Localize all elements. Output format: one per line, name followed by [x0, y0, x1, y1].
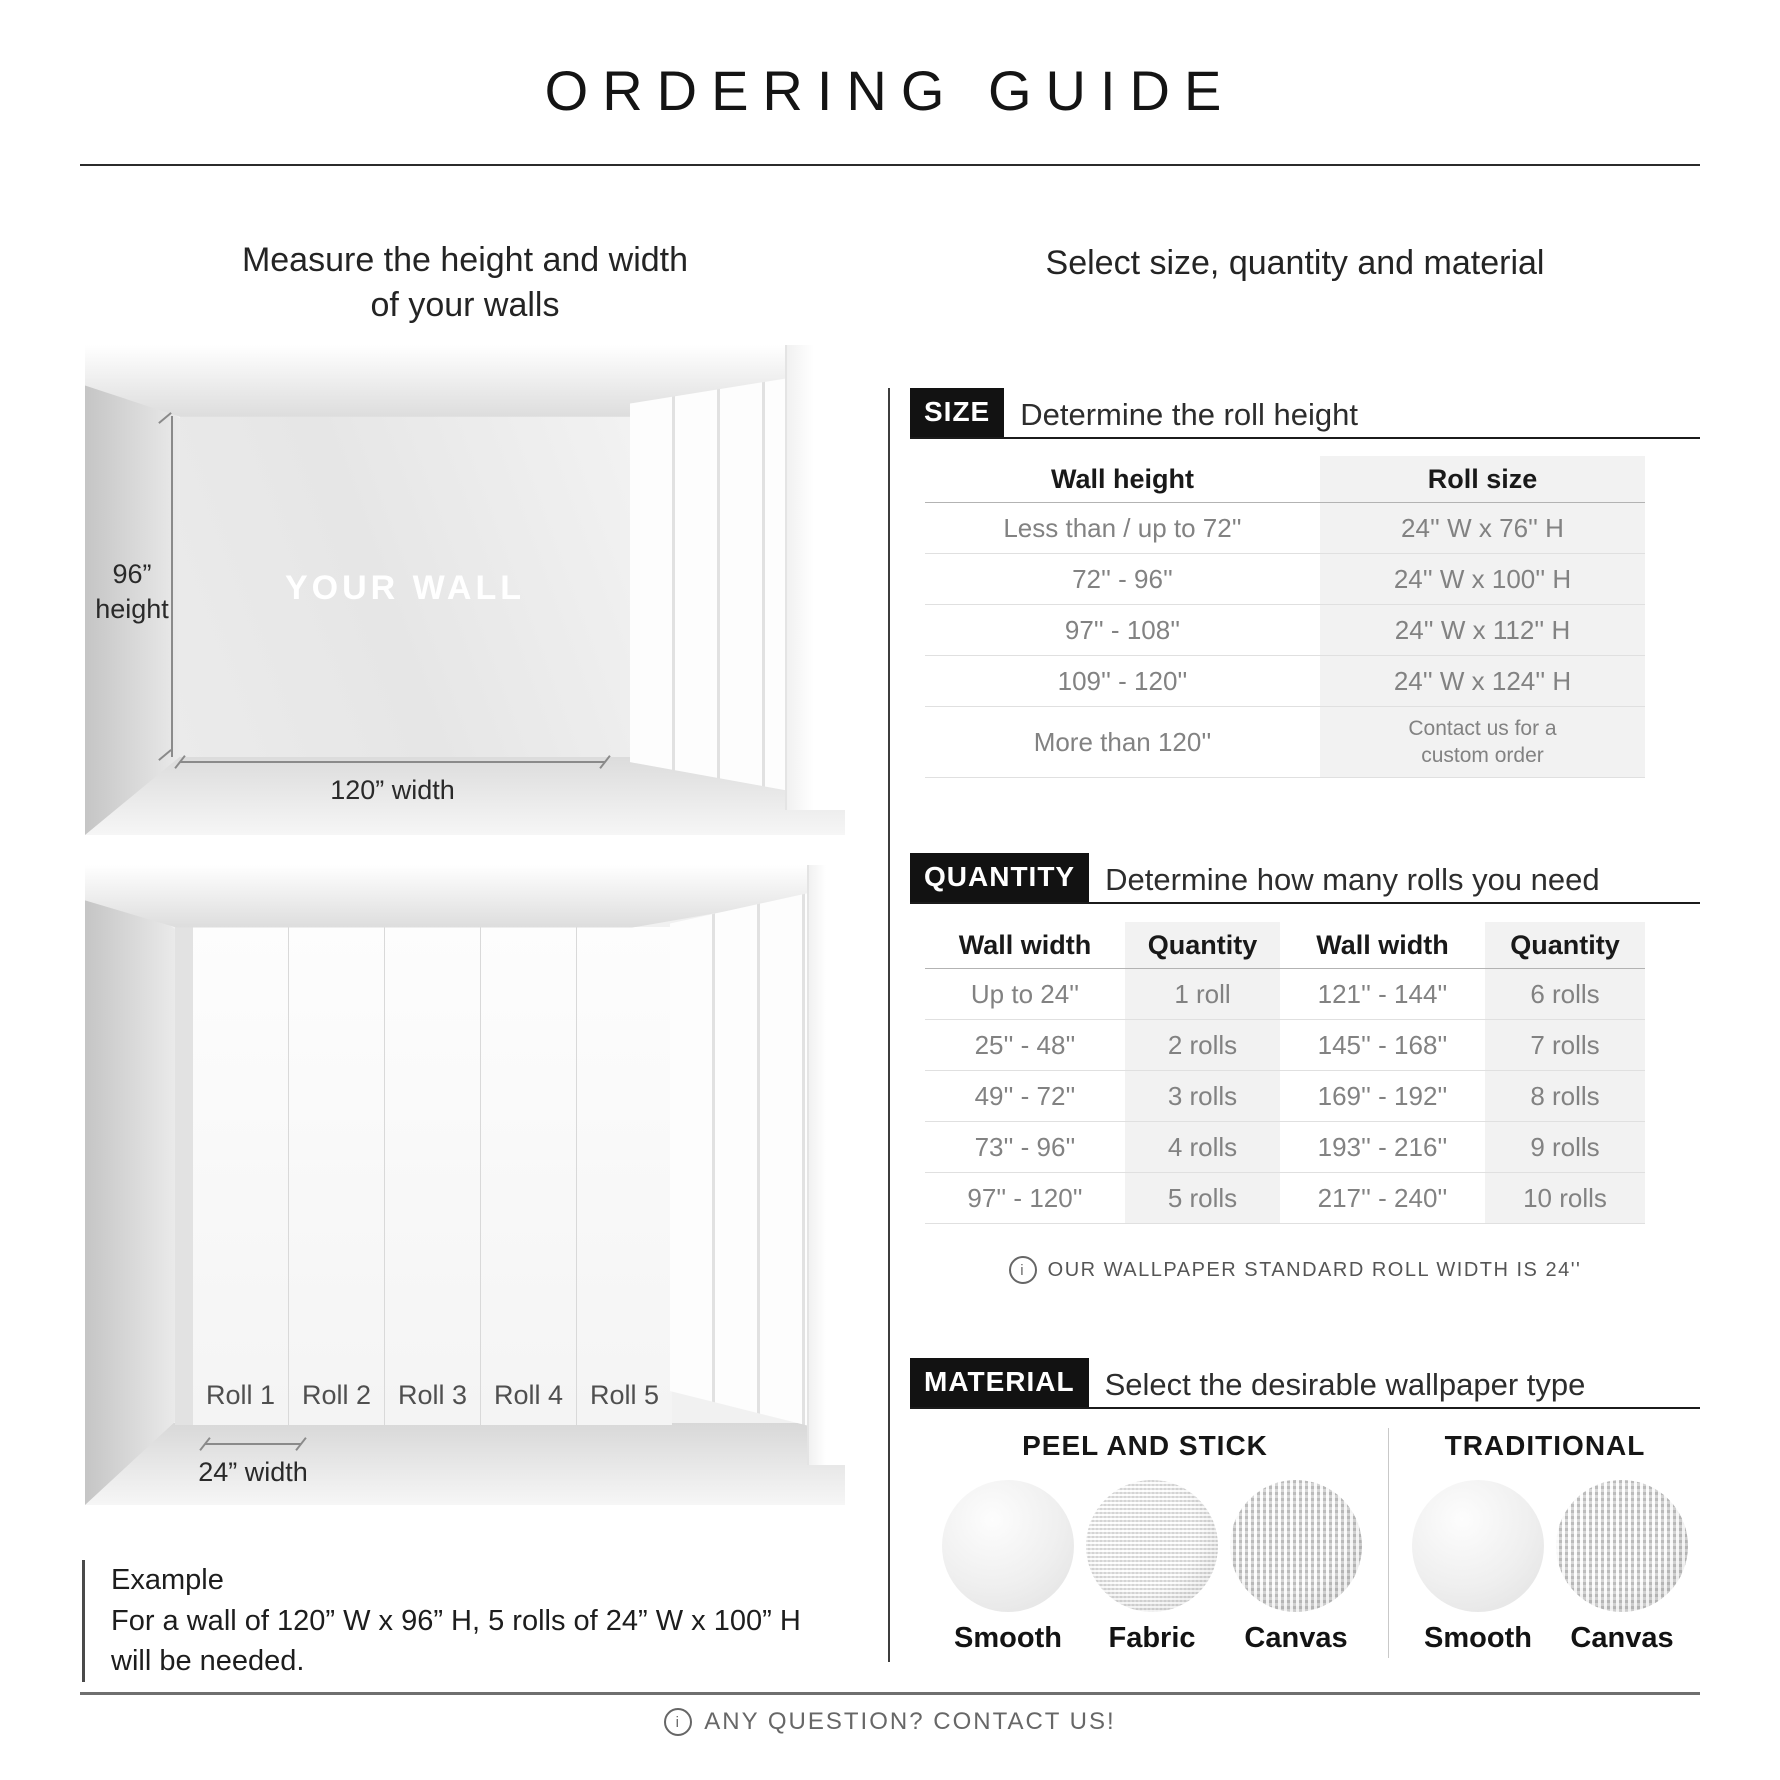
roll-size-cell: 24'' W x 76'' H: [1320, 503, 1645, 553]
swatch-peel-canvas: [1230, 1480, 1362, 1612]
height-measurement-label: [95, 557, 169, 627]
custom-order-note: Contact us for a custom order: [1408, 716, 1557, 767]
roll-width-note-text: OUR WALLPAPER STANDARD ROLL WIDTH IS 24'': [1047, 1258, 1582, 1281]
height-measurement-line: [171, 416, 173, 757]
left-heading-line2: of your walls: [370, 285, 560, 324]
your-wall-label: YOUR WALL: [285, 569, 525, 607]
swatch-label: Fabric: [1108, 1622, 1196, 1654]
traditional-group-title: TRADITIONAL: [1444, 1430, 1646, 1461]
table-row: [925, 503, 1645, 554]
quantity-cell: 5 rolls: [1125, 1173, 1280, 1223]
left-wall: [85, 865, 175, 1505]
swatch-label: Smooth: [1424, 1622, 1532, 1654]
size-section-header: [910, 388, 1700, 439]
wall-width-cell: Up to 24'': [970, 978, 1080, 1009]
wall-width-cell: 169'' - 192'': [1317, 1080, 1448, 1111]
quantity-cell: 10 rolls: [1485, 1173, 1645, 1223]
table-row: [925, 1020, 1645, 1071]
roll-size-cell: 24'' W x 100'' H: [1320, 554, 1645, 604]
wall-height-cell: 97'' - 108'': [1064, 614, 1181, 645]
page-title: ORDERING GUIDE: [544, 59, 1236, 122]
roll-size-header: Roll size: [1320, 456, 1645, 502]
height-value: 96”: [112, 559, 152, 589]
wall-height-cell: 109'' - 120'': [1057, 665, 1188, 696]
material-section-title: Select the desirable wallpaper type: [1104, 1367, 1586, 1402]
quantity-cell: 3 rolls: [1125, 1071, 1280, 1121]
quantity-badge: QUANTITY: [910, 853, 1089, 902]
wall-pillar: [807, 865, 845, 1465]
example-line1: For a wall of 120” W x 96” H, 5 rolls of 24” W x 100” H: [111, 1604, 801, 1637]
roll-width-measurement-line: [205, 1443, 301, 1445]
wall-width-cell: 25'' - 48'': [974, 1029, 1076, 1060]
size-section-head: [910, 388, 1700, 439]
roll-panel: Roll 2: [288, 927, 384, 1425]
title-divider: [80, 164, 1700, 166]
right-column-heading: Select size, quantity and material: [1045, 244, 1545, 282]
roll-panel: Roll 1: [193, 927, 288, 1425]
roll-height-table: [925, 456, 1645, 778]
left-column-heading: [85, 238, 845, 328]
table-row: [925, 605, 1645, 656]
roll-size-cell: 24'' W x 124'' H: [1320, 656, 1645, 706]
wall-width-header: Wall width: [1316, 929, 1449, 960]
wallpaper-roll-panels: [193, 927, 672, 1425]
roll-width-label: 24” width: [198, 1457, 308, 1487]
material-section-head: [910, 1358, 1700, 1409]
wall-height-cell: Less than / up to 72'': [1003, 512, 1242, 543]
swatch-label: Canvas: [1570, 1622, 1674, 1654]
quantity-section-header: [910, 853, 1700, 904]
swatch-label: Canvas: [1244, 1622, 1348, 1654]
room-illustration-measure: [85, 345, 845, 835]
footer-contact-text: ANY QUESTION? CONTACT US!: [704, 1708, 1116, 1735]
table-row: [925, 1071, 1645, 1122]
footer-divider: [80, 1692, 1700, 1695]
quantity-header: Quantity: [1485, 922, 1645, 968]
footer-contact-note: [0, 1708, 1780, 1736]
material-section-header: [910, 1358, 1700, 1409]
quantity-cell: 8 rolls: [1485, 1071, 1645, 1121]
material-badge: MATERIAL: [910, 1358, 1089, 1407]
table-row: [925, 969, 1645, 1020]
left-heading-line1: Measure the height and width: [241, 241, 689, 279]
width-measurement-label: 120” width: [330, 775, 455, 805]
table-row: [925, 1173, 1645, 1224]
swatch-label: Smooth: [954, 1622, 1062, 1654]
wall-height-cell: More than 120'': [1033, 726, 1212, 757]
table-header-row: [925, 456, 1645, 503]
size-badge: SIZE: [910, 388, 1004, 437]
quantity-section-head: [910, 853, 1700, 904]
table-row: [925, 554, 1645, 605]
roll-size-cell: [1320, 707, 1645, 777]
wall-width-cell: 145'' - 168'': [1317, 1029, 1448, 1060]
swatch-traditional-smooth: [1412, 1480, 1544, 1612]
wall-height-cell: 72'' - 96'': [1072, 563, 1173, 594]
swatch-peel-smooth: [942, 1480, 1074, 1612]
wall-pillar: [785, 345, 845, 810]
info-icon: i: [664, 1708, 692, 1736]
roll-size-cell: 24'' W x 112'' H: [1320, 605, 1645, 655]
roll-width-note: [890, 1256, 1700, 1284]
info-icon: i: [1009, 1256, 1037, 1284]
quantity-cell: 2 rolls: [1125, 1020, 1280, 1070]
quantity-cell: 4 rolls: [1125, 1122, 1280, 1172]
roll-panel: Roll 3: [384, 927, 480, 1425]
quantity-cell: 7 rolls: [1485, 1020, 1645, 1070]
height-caption: height: [95, 594, 169, 625]
size-section-title: Determine the roll height: [1020, 397, 1358, 432]
wall-width-cell: 217'' - 240'': [1317, 1182, 1448, 1213]
roll-panel: Roll 5: [576, 927, 672, 1425]
quantity-cell: 6 rolls: [1485, 969, 1645, 1019]
roll-quantity-table: [925, 922, 1645, 1224]
quantity-cell: 1 roll: [1125, 969, 1280, 1019]
table-row: [925, 656, 1645, 707]
swatch-traditional-canvas: [1556, 1480, 1688, 1612]
room-illustration-rolls: [85, 865, 845, 1505]
peel-and-stick-group-title: PEEL AND STICK: [1022, 1430, 1268, 1461]
table-header-row: [925, 922, 1645, 969]
table-row: [925, 707, 1645, 778]
quantity-cell: 9 rolls: [1485, 1122, 1645, 1172]
example-line2: will be needed.: [111, 1645, 305, 1678]
example-title: Example: [111, 1564, 224, 1596]
swatch-peel-fabric: [1086, 1480, 1218, 1612]
wall-width-cell: 73'' - 96'': [974, 1131, 1076, 1162]
wall-width-cell: 193'' - 216'': [1317, 1131, 1448, 1162]
table-row: [925, 1122, 1645, 1173]
quantity-header: Quantity: [1125, 922, 1280, 968]
column-divider: [888, 388, 890, 1662]
wall-width-cell: 97'' - 120'': [967, 1182, 1083, 1213]
roll-panel: Roll 4: [480, 927, 576, 1425]
quantity-section-title: Determine how many rolls you need: [1105, 862, 1600, 897]
wall-width-header: Wall width: [958, 929, 1092, 960]
wall-height-header: Wall height: [925, 456, 1320, 502]
wall-width-cell: 49'' - 72'': [974, 1080, 1076, 1111]
width-measurement-line: [180, 761, 605, 763]
wall-width-cell: 121'' - 144'': [1317, 978, 1448, 1009]
material-group-divider: [1388, 1428, 1389, 1658]
example-block: [82, 1560, 801, 1682]
